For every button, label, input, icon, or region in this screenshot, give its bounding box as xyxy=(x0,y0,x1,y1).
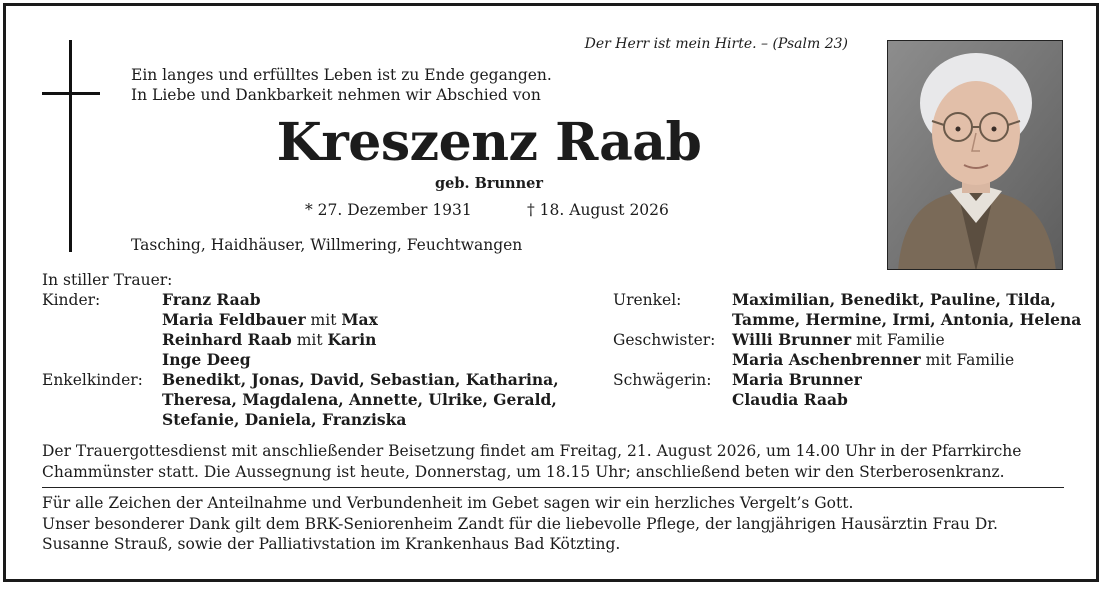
thanks-line: Unser besonderer Dank gilt dem BRK-Seniorenheim Zandt für die liebevolle Pflege, der langjährigen Hausärztin Frau Dr. Susanne Strauß, sowie der Palliativstation im Krankenhaus Bad Kötzting. xyxy=(42,514,998,553)
service-text: Der Trauergottesdienst mit anschließender Beisetzung findet am Freitag, 21. August 2026, um 14.00 Uhr in der Pfarrkirche Chammünster statt. Die Aussegnung ist heute, Donnerstag, um 18.15 Uhr; anschließend beten wir den Sterberosenkranz. xyxy=(42,442,1022,481)
urenkel-label: Urenkel: xyxy=(613,291,682,309)
list-item: Maria Feldbauer mit Max xyxy=(162,310,378,329)
thanks-text xyxy=(42,493,1064,555)
mourning-label: In stiller Trauer: xyxy=(42,271,173,289)
list-item: Franz Raab xyxy=(162,290,261,309)
schwaegerin-label: Schwägerin: xyxy=(613,371,712,389)
list-item: Tamme, Hermine, Irmi, Antonia, Helena xyxy=(732,310,1082,329)
kinder-list xyxy=(162,290,378,370)
enkelkinder-list xyxy=(162,370,559,430)
list-item: Reinhard Raab mit Karin xyxy=(162,330,377,349)
birth-date: * 27. Dezember 1931 xyxy=(305,201,472,219)
portrait-photo xyxy=(887,40,1063,270)
cross-icon xyxy=(69,40,72,252)
cross-icon-bar xyxy=(42,92,100,95)
intro-text xyxy=(131,65,552,105)
thanks-line: Für alle Zeichen der Anteilnahme und Verbundenheit im Gebet sagen wir ein herzliches Vergelt’s Gott. xyxy=(42,494,854,512)
deceased-name: Kreszenz Raab xyxy=(276,112,702,173)
divider xyxy=(42,487,1064,488)
geschwister-list xyxy=(732,330,1014,370)
kinder-label: Kinder: xyxy=(42,291,101,309)
list-item: Benedikt, Jonas, David, Sebastian, Katharina, xyxy=(162,370,559,389)
urenkel-list xyxy=(732,290,1081,330)
intro-line: In Liebe und Dankbarkeit nehmen wir Abschied von xyxy=(131,86,541,104)
list-item: Claudia Raab xyxy=(732,390,848,409)
schwaegerin-list xyxy=(732,370,862,410)
death-date: † 18. August 2026 xyxy=(527,201,669,219)
list-item: Maximilian, Benedikt, Pauline, Tilda, xyxy=(732,290,1056,309)
list-item: Maria Brunner xyxy=(732,370,862,389)
intro-line: Ein langes und erfülltes Leben ist zu Ende gegangen. xyxy=(131,66,552,84)
enkelkinder-label: Enkelkinder: xyxy=(42,371,143,389)
places: Tasching, Haidhäuser, Willmering, Feuchtwangen xyxy=(131,236,523,254)
geschwister-label: Geschwister: xyxy=(613,331,716,349)
list-item: Theresa, Magdalena, Annette, Ulrike, Gerald, xyxy=(162,390,557,409)
list-item: Inge Deeg xyxy=(162,350,251,369)
list-item: Willi Brunner mit Familie xyxy=(732,330,945,349)
motto: Der Herr ist mein Hirte. – (Psalm 23) xyxy=(584,36,848,52)
list-item: Maria Aschenbrenner mit Familie xyxy=(732,350,1015,369)
maiden-name: geb. Brunner xyxy=(435,175,543,192)
list-item: Stefanie, Daniela, Franziska xyxy=(162,410,407,429)
